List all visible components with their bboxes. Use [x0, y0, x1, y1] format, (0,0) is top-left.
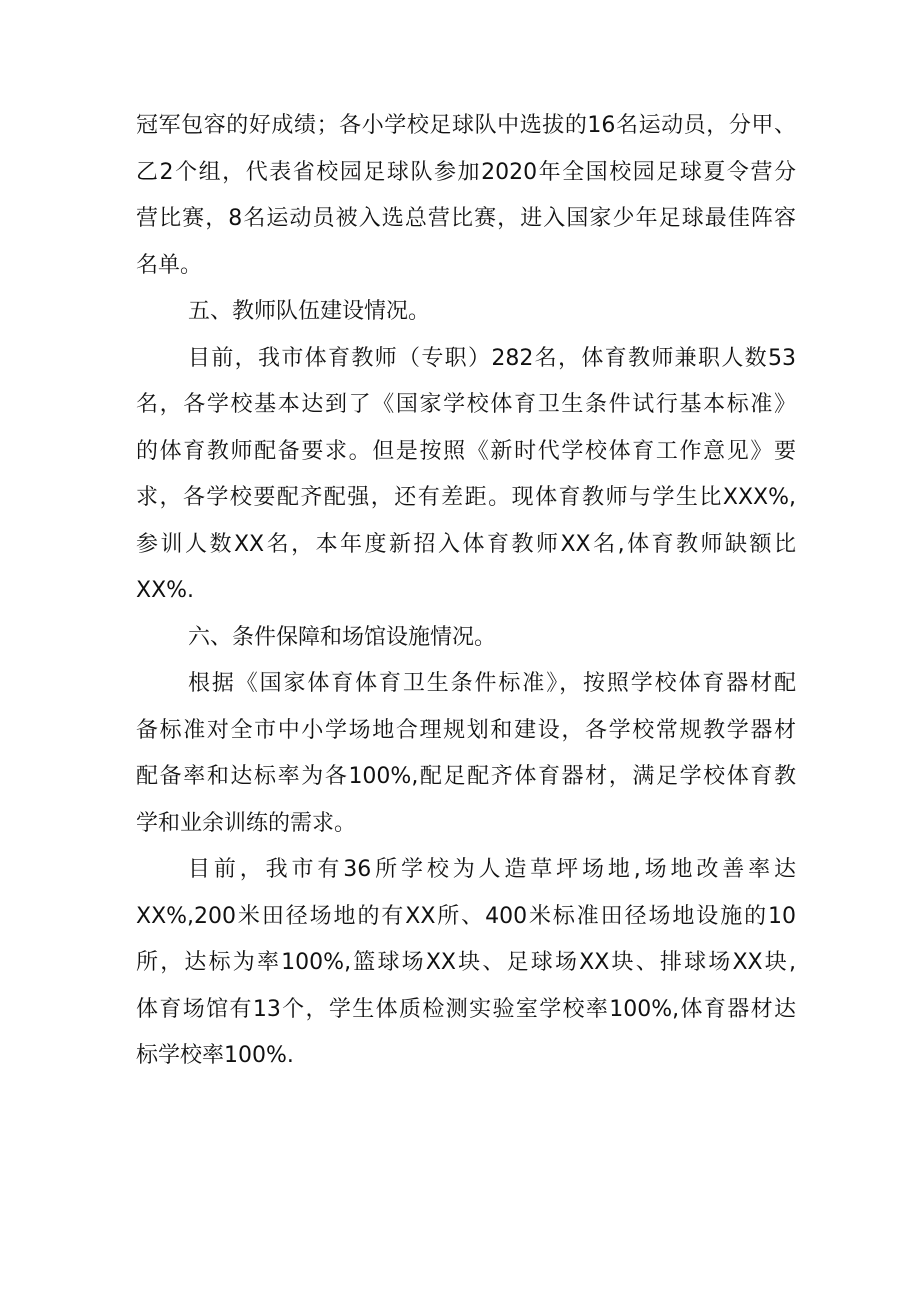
text-line: 标学校率100%. — [136, 1043, 294, 1068]
heading-text: 六、条件保障和场馆设施情况。 — [188, 624, 497, 650]
text-line: 求，各学校要配齐配强，还有差距。现体育教师与学生比XXX%, — [136, 485, 796, 510]
text-line: 所，达标为率100%,篮球场XX块、足球场XX块、排球场XX块, — [136, 950, 796, 975]
heading-text: 五、教师队伍建设情况。 — [188, 299, 431, 324]
text-line: 冠军包容的好成绩；各小学校足球队中选拔的16名运动员，分甲、 — [136, 113, 796, 138]
text-line: XX%,200米田径场地的有XX所、400米标准田径场地设施的10 — [136, 903, 796, 929]
text-line: 目前，我市有36所学校为人造草坪场地,场地改善率达 — [188, 857, 796, 882]
text-line: 学和业余训练的需求。 — [136, 810, 357, 836]
text-line: 营比赛，8名运动员被入选总营比赛，进入国家少年足球最佳阵容 — [136, 206, 796, 231]
paragraph-venues — [136, 847, 796, 1080]
text-line: 名，各学校基本达到了《国家学校体育卫生条件试行基本标准》 — [136, 392, 796, 417]
text-line: XX%. — [136, 578, 195, 603]
section-heading-facilities — [136, 615, 796, 662]
paragraph-equipment-standard — [136, 661, 796, 847]
text-line: 乙2个组，代表省校园足球队参加2020年全国校园足球夏令营分 — [136, 159, 796, 185]
text-line: 根据《国家体育体育卫生条件标准》，按照学校体育器材配 — [188, 671, 796, 696]
text-line: 参训人数XX名，本年度新招入体育教师XX名,体育教师缺额比 — [136, 531, 796, 557]
text-line: 名单。 — [136, 252, 203, 278]
text-line: 配备率和达标率为各100%,配足配齐体育器材，满足学校体育教 — [136, 764, 796, 789]
text-line: 备标准对全市中小学场地合理规划和建设，各学校常规教学器材 — [136, 717, 796, 743]
text-line: 目前，我市体育教师（专职）282名，体育教师兼职人数53 — [188, 345, 796, 371]
paragraph-teachers — [136, 336, 796, 615]
document-body — [136, 103, 796, 1080]
section-heading-teachers — [136, 289, 796, 336]
paragraph-football-results — [136, 103, 796, 289]
text-line: 的体育教师配备要求。但是按照《新时代学校体育工作意见》要 — [136, 438, 796, 464]
text-line: 体育场馆有13个，学生体质检测实验室学校率100%,体育器材达 — [136, 996, 796, 1022]
